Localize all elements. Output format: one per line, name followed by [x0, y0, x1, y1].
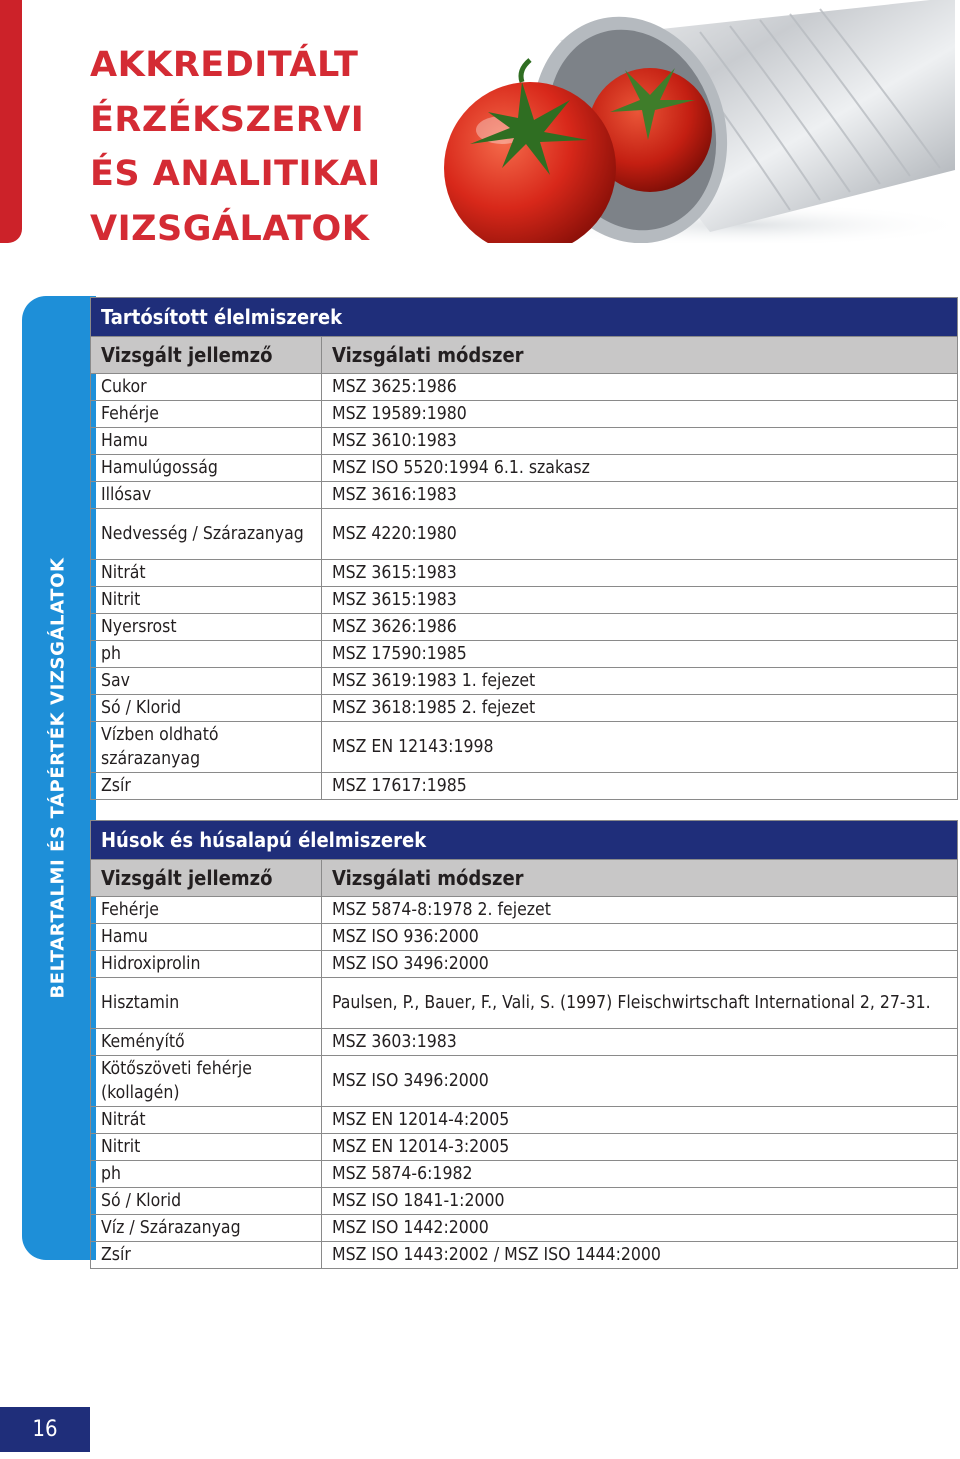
table-row [91, 773, 958, 800]
method-cell: MSZ 3603:1983 [322, 1029, 958, 1056]
tomato-can-photo [410, 0, 960, 243]
table-row [91, 1056, 958, 1107]
parameter-cell: Zsír [91, 1242, 322, 1269]
table-row [91, 1107, 958, 1134]
table-row [91, 482, 958, 509]
table-row [91, 1161, 958, 1188]
table-row [91, 401, 958, 428]
parameter-cell: Kötőszöveti fehérje (kollagén) [91, 1056, 322, 1107]
parameter-cell: Nitrit [91, 587, 322, 614]
title-line-2: ÉRZÉKSZERVI [90, 99, 365, 140]
parameter-cell: Hamu [91, 428, 322, 455]
method-cell: MSZ 3615:1983 [322, 560, 958, 587]
table-row [91, 509, 958, 560]
table-row [91, 695, 958, 722]
method-cell: MSZ 5874-6:1982 [322, 1161, 958, 1188]
parameter-cell: Nedvesség / Szárazanyag [91, 509, 322, 560]
parameter-cell: Hidroxiprolin [91, 951, 322, 978]
table-row [91, 1215, 958, 1242]
parameter-cell: Víz / Szárazanyag [91, 1215, 322, 1242]
method-cell: MSZ ISO 1442:2000 [322, 1215, 958, 1242]
method-cell: MSZ ISO 3496:2000 [322, 1056, 958, 1107]
column-header-parameter: Vizsgált jellemző [91, 860, 322, 897]
table-row [91, 722, 958, 773]
method-cell: MSZ EN 12014-4:2005 [322, 1107, 958, 1134]
method-cell: MSZ ISO 936:2000 [322, 924, 958, 951]
side-category-label: BELTARTALMI ÉS TÁPÉRTÉK VIZSGÁLATOK [47, 557, 69, 999]
parameter-cell: ph [91, 1161, 322, 1188]
section-title: Húsok és húsalapú élelmiszerek [91, 821, 958, 860]
parameter-cell: Nyersrost [91, 614, 322, 641]
method-cell: MSZ 3618:1985 2. fejezet [322, 695, 958, 722]
method-cell: MSZ ISO 1841-1:2000 [322, 1188, 958, 1215]
parameter-cell: Sav [91, 668, 322, 695]
title-line-1: AKKREDITÁLT [90, 45, 359, 85]
red-accent-bar [0, 0, 22, 243]
table-row [91, 668, 958, 695]
page-number: 16 [0, 1407, 90, 1452]
parameter-cell: Hisztamin [91, 978, 322, 1029]
method-cell: MSZ 3625:1986 [322, 374, 958, 401]
table-row [91, 428, 958, 455]
method-cell: MSZ 17617:1985 [322, 773, 958, 800]
method-cell: MSZ ISO 1443:2002 / MSZ ISO 1444:2000 [322, 1242, 958, 1269]
tomato-can-illustration [410, 0, 960, 243]
parameter-cell: Illósav [91, 482, 322, 509]
column-header-parameter: Vizsgált jellemző [91, 337, 322, 374]
method-cell: MSZ 19589:1980 [322, 401, 958, 428]
table-row [91, 1242, 958, 1269]
table-row [91, 951, 958, 978]
parameter-cell: Fehérje [91, 897, 322, 924]
section-title: Tartósított élelmiszerek [91, 298, 958, 337]
table-row [91, 374, 958, 401]
method-cell: MSZ EN 12143:1998 [322, 722, 958, 773]
title-line-4: VIZSGÁLATOK [90, 208, 370, 249]
parameter-cell: Nitrát [91, 560, 322, 587]
column-header-method: Vizsgálati módszer [322, 860, 958, 897]
title-line-3: ÉS ANALITIKAI [90, 154, 381, 194]
parameter-cell: Vízben oldható szárazanyag [91, 722, 322, 773]
parameter-cell: Só / Klorid [91, 695, 322, 722]
parameter-cell: Nitrát [91, 1107, 322, 1134]
parameter-cell: Cukor [91, 374, 322, 401]
parameter-cell: ph [91, 641, 322, 668]
table-row [91, 641, 958, 668]
method-cell: MSZ ISO 3496:2000 [322, 951, 958, 978]
method-cell: MSZ 3619:1983 1. fejezet [322, 668, 958, 695]
method-cell: MSZ 3610:1983 [322, 428, 958, 455]
parameter-cell: Keményítő [91, 1029, 322, 1056]
method-cell: MSZ 3615:1983 [322, 587, 958, 614]
parameter-cell: Hamu [91, 924, 322, 951]
table-meat-products [90, 820, 958, 1269]
parameter-cell: Só / Klorid [91, 1188, 322, 1215]
parameter-cell: Hamulúgosság [91, 455, 322, 482]
parameter-cell: Zsír [91, 773, 322, 800]
method-cell: MSZ ISO 5520:1994 6.1. szakasz [322, 455, 958, 482]
table-row [91, 1029, 958, 1056]
table-row [91, 455, 958, 482]
table-row [91, 1134, 958, 1161]
method-cell: MSZ 5874-8:1978 2. fejezet [322, 897, 958, 924]
table-row [91, 924, 958, 951]
table-preserved-foods [90, 297, 958, 800]
table-row [91, 897, 958, 924]
table-row [91, 978, 958, 1029]
table-row [91, 587, 958, 614]
table-row [91, 560, 958, 587]
method-cell: MSZ 3626:1986 [322, 614, 958, 641]
method-cell: MSZ 4220:1980 [322, 509, 958, 560]
page-title [90, 38, 381, 256]
table-row [91, 614, 958, 641]
parameter-cell: Fehérje [91, 401, 322, 428]
method-cell: MSZ 3616:1983 [322, 482, 958, 509]
table-row [91, 1188, 958, 1215]
method-cell: Paulsen, P., Bauer, F., Vali, S. (1997) Fleischwirtschaft International 2, 27-31. [322, 978, 958, 1029]
method-cell: MSZ EN 12014-3:2005 [322, 1134, 958, 1161]
parameter-cell: Nitrit [91, 1134, 322, 1161]
column-header-method: Vizsgálati módszer [322, 337, 958, 374]
method-cell: MSZ 17590:1985 [322, 641, 958, 668]
